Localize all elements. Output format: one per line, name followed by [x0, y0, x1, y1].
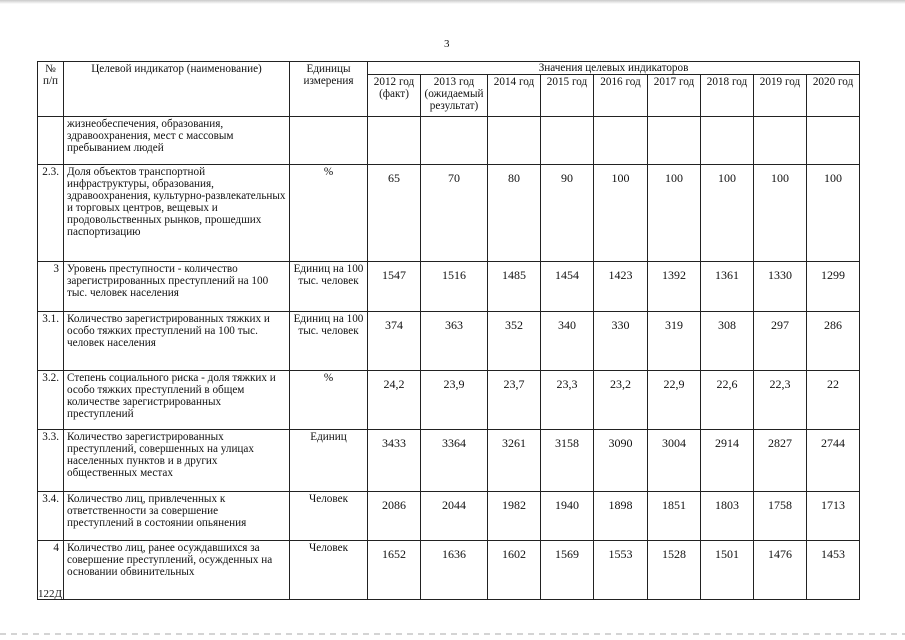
scan-edge-bottom [0, 633, 905, 635]
row-num: 3.3. [38, 430, 64, 492]
row-value: 65 [368, 165, 421, 262]
row-value: 1485 [488, 262, 541, 312]
row-value: 363 [421, 312, 488, 371]
row-value: 3158 [541, 430, 594, 492]
row-value: 1652 [368, 541, 421, 600]
table-row [38, 430, 860, 492]
row-unit [290, 117, 368, 165]
header-indicator: Целевой индикатор (наименование) [64, 62, 290, 117]
row-value: 1547 [368, 262, 421, 312]
row-value: 1803 [701, 492, 754, 541]
indicators-table [37, 61, 860, 600]
table-row [38, 492, 860, 541]
row-value: 2044 [421, 492, 488, 541]
row-value [488, 117, 541, 165]
row-value: 1713 [807, 492, 860, 541]
row-value: 3261 [488, 430, 541, 492]
row-value: 340 [541, 312, 594, 371]
row-value: 23,2 [594, 371, 648, 430]
table-row [38, 262, 860, 312]
header-values-group: Значения целевых индикаторов [368, 62, 860, 75]
row-num: 3.4. [38, 492, 64, 541]
page-number: 3 [444, 38, 450, 50]
row-value [541, 117, 594, 165]
row-value: 297 [754, 312, 807, 371]
row-value: 23,9 [421, 371, 488, 430]
row-value: 2086 [368, 492, 421, 541]
row-unit: Человек [290, 541, 368, 600]
row-value: 1569 [541, 541, 594, 600]
row-value: 22 [807, 371, 860, 430]
row-value: 23,3 [541, 371, 594, 430]
row-unit: Единиц на 100 тыс. человек [290, 262, 368, 312]
row-value: 1851 [648, 492, 701, 541]
header-unit: Единицы измерения [290, 62, 368, 117]
row-value: 330 [594, 312, 648, 371]
row-value: 308 [701, 312, 754, 371]
row-indicator-name: Количество лиц, привлеченных к ответственности за совершение преступлений в состоянии опьянения [64, 492, 290, 541]
scan-edge-top [0, 0, 905, 4]
row-value: 352 [488, 312, 541, 371]
table-row [38, 312, 860, 371]
row-value [368, 117, 421, 165]
row-value: 1898 [594, 492, 648, 541]
row-value: 22,9 [648, 371, 701, 430]
row-value [754, 117, 807, 165]
row-unit: % [290, 165, 368, 262]
row-value: 22,6 [701, 371, 754, 430]
row-value: 100 [648, 165, 701, 262]
row-num: 3 [38, 262, 64, 312]
row-value: 1453 [807, 541, 860, 600]
row-value: 1392 [648, 262, 701, 312]
row-value: 1940 [541, 492, 594, 541]
row-value: 1330 [754, 262, 807, 312]
row-unit: Единиц [290, 430, 368, 492]
row-indicator-name: Количество зарегистрированных тяжких и особо тяжких преступлений на 100 тыс. человек населения [64, 312, 290, 371]
row-indicator-name: Количество лиц, ранее осуждавшихся за совершение преступлений, осужденных на основании обвинительных [64, 541, 290, 600]
header-year: 2018 год [701, 75, 754, 117]
row-value: 2827 [754, 430, 807, 492]
row-value: 1553 [594, 541, 648, 600]
row-value: 3433 [368, 430, 421, 492]
row-value: 1454 [541, 262, 594, 312]
row-value: 1602 [488, 541, 541, 600]
header-year: 2013 год (ожидаемый результат) [421, 75, 488, 117]
row-value: 100 [594, 165, 648, 262]
row-value [807, 117, 860, 165]
row-value: 1636 [421, 541, 488, 600]
row-indicator-name: Доля объектов транспортной инфраструктуры, образования, здравоохранения, культурно-развлекательных и торговых центров, вещевых и продовольственных рынков, прошедших паспортизацию [64, 165, 290, 262]
row-value: 23,7 [488, 371, 541, 430]
header-year: 2020 год [807, 75, 860, 117]
row-value: 286 [807, 312, 860, 371]
header-year: 2017 год [648, 75, 701, 117]
row-value: 2744 [807, 430, 860, 492]
row-value: 100 [754, 165, 807, 262]
row-value: 70 [421, 165, 488, 262]
row-value: 80 [488, 165, 541, 262]
row-num: 2.3. [38, 165, 64, 262]
row-indicator-name: жизнеобеспечения, образования, здравоохранения, мест с массовым пребыванием людей [64, 117, 290, 165]
row-value: 3004 [648, 430, 701, 492]
row-value [421, 117, 488, 165]
row-value: 1361 [701, 262, 754, 312]
row-value: 1982 [488, 492, 541, 541]
row-indicator-name: Количество зарегистрированных преступлений, совершенных на улицах населенных пунктов и в других общественных местах [64, 430, 290, 492]
header-year: 2014 год [488, 75, 541, 117]
row-num: 4 [38, 541, 64, 600]
row-value: 374 [368, 312, 421, 371]
row-value: 3090 [594, 430, 648, 492]
row-value: 1476 [754, 541, 807, 600]
header-row-1 [38, 62, 860, 75]
row-value: 1528 [648, 541, 701, 600]
table-row [38, 117, 860, 165]
row-value: 24,2 [368, 371, 421, 430]
header-year: 2012 год (факт) [368, 75, 421, 117]
row-num: 3.1. [38, 312, 64, 371]
header-num: № п/п [38, 62, 64, 117]
row-value: 1501 [701, 541, 754, 600]
row-indicator-name: Степень социального риска - доля тяжких и особо тяжких преступлений в общем количестве зарегистрированных преступлений [64, 371, 290, 430]
row-value: 2914 [701, 430, 754, 492]
row-indicator-name: Уровень преступности - количество зарегистрированных преступлений на 100 тыс. человек населения [64, 262, 290, 312]
row-value: 1758 [754, 492, 807, 541]
row-value: 1299 [807, 262, 860, 312]
row-value [701, 117, 754, 165]
row-value: 319 [648, 312, 701, 371]
row-unit: Единиц на 100 тыс. человек [290, 312, 368, 371]
row-value: 90 [541, 165, 594, 262]
table-row [38, 541, 860, 600]
footer-code: 122Д [38, 588, 63, 600]
row-unit: Человек [290, 492, 368, 541]
row-value: 22,3 [754, 371, 807, 430]
header-year: 2016 год [594, 75, 648, 117]
row-value: 100 [701, 165, 754, 262]
table-row [38, 165, 860, 262]
row-value: 1423 [594, 262, 648, 312]
header-year: 2019 год [754, 75, 807, 117]
row-value: 100 [807, 165, 860, 262]
row-num: 3.2. [38, 371, 64, 430]
row-num [38, 117, 64, 165]
row-value [648, 117, 701, 165]
row-value: 3364 [421, 430, 488, 492]
table-row [38, 371, 860, 430]
row-unit: % [290, 371, 368, 430]
row-value: 1516 [421, 262, 488, 312]
header-year: 2015 год [541, 75, 594, 117]
row-value [594, 117, 648, 165]
